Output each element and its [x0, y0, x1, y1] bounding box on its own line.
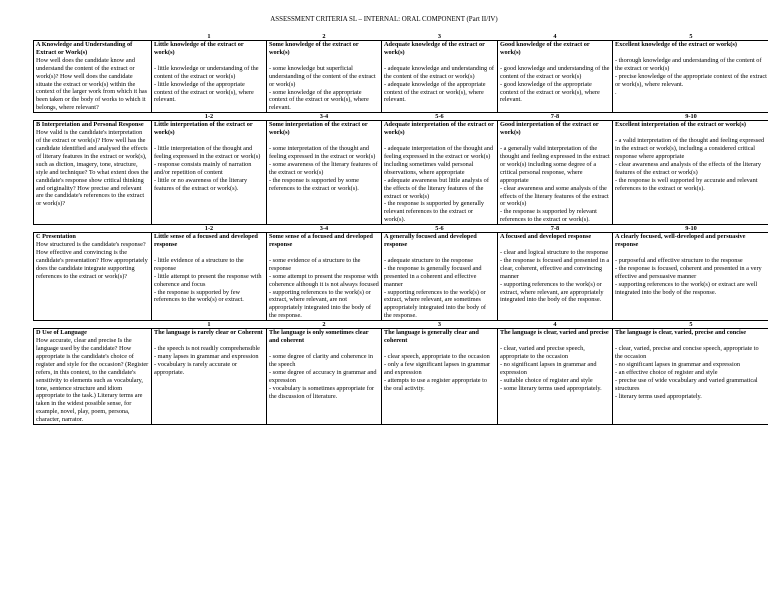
band-cell — [382, 41, 498, 113]
criterion-cell — [34, 329, 152, 425]
band-descriptor: - little interpretation of the thought and feeling expressed in the extract or work(s) - response consists mainly of narration and/or repetition of content - little or no awareness of the literary features of the extract or work(s). — [154, 145, 261, 192]
band-heading: Some knowledge of the extract or work(s) — [269, 41, 359, 56]
criterion-questions: How valid is the candidate's interpretation of the extract or work(s)? How well has the candidate identified and analysed the effects of literary features in the extract or work(s), such as diction, imagery, tone, structure, style and technique? To what extent does the candidate's response show critical thinking and originality? How precise and relevant are the candidate's references to the extract or work(s)? — [36, 129, 149, 208]
band-descriptor: - clear speech, appropriate to the occasion - only a few significant lapses in grammar and expression - attempts to use a register appropriate to the oral activity. — [384, 353, 491, 392]
level-number: 5-6 — [435, 113, 444, 121]
criterion-title: C Presentation — [36, 233, 76, 241]
band-spacer — [269, 345, 379, 353]
band-spacer — [500, 57, 610, 65]
band-cell — [498, 329, 613, 425]
band-cell — [267, 329, 382, 425]
criterion-section — [34, 329, 768, 425]
band-descriptor: - little knowledge or understanding of the content of the extract or work(s) - little knowledge of the appropriate context of the extract or work(s), where relevant. — [154, 64, 259, 104]
level-number-row — [34, 225, 768, 233]
level-number-spacer — [34, 321, 152, 329]
criterion-cell — [34, 41, 152, 113]
band-spacer — [384, 57, 495, 65]
band-spacer — [269, 249, 379, 257]
band-heading: Adequate knowledge of the extract or work(s) — [384, 41, 485, 56]
band-spacer — [154, 337, 264, 345]
band-cell — [613, 41, 768, 113]
criterion-title: B Interpretation and Personal Response — [36, 121, 144, 129]
band-descriptor: - the speech is not readily comprehensible - many lapses in grammar and expression - vocabulary is rarely accurate or appropriate. — [154, 345, 260, 376]
criterion-cell — [34, 233, 152, 321]
band-cell — [613, 233, 768, 321]
level-number-spacer — [34, 33, 152, 41]
criterion-section — [34, 41, 768, 113]
rubric-table — [33, 33, 768, 425]
band-cell — [152, 41, 267, 113]
band-cell — [152, 121, 267, 225]
level-number: 5 — [689, 321, 693, 329]
band-heading: Adequate interpretation of the extract or work(s) — [384, 121, 494, 137]
band-cell — [613, 329, 768, 425]
band-cell — [267, 121, 382, 225]
band-descriptor: - little evidence of a structure to the response - little attempt to present the response with coherence and focus - the response is supported by few references to the work(s) or extract. — [154, 256, 262, 304]
band-spacer — [269, 57, 379, 65]
level-number: 1-2 — [204, 113, 214, 121]
band-heading: Good interpretation of the extract or work(s) — [500, 121, 599, 137]
level-number-row — [34, 113, 768, 121]
band-spacer — [384, 249, 495, 257]
band-descriptor: - clear, varied and precise speech, appropriate to the occasion - no significant lapses in grammar and expression - suitable choice of register and style - some literary terms used appropriately. — [500, 345, 602, 392]
band-cell — [498, 41, 613, 113]
band-descriptor: - adequate knowledge and understanding of the content of the extract or work(s) - adequate knowledge of the appropriate context of the extract or work(s), where relevant. — [384, 64, 494, 104]
band-descriptor: - thorough knowledge and understanding of the content of the extract or work(s) - precise knowledge of the appropriate context of the extract or work(s), where relevant. . — [615, 56, 767, 96]
band-heading: The language is clear, varied and precise — [500, 329, 609, 337]
level-number: 1-2 — [204, 225, 214, 233]
band-descriptor: - clear and logical structure to the response - the response is focused and presented in a clear, coherent, effective and convincing manner - supporting references to the work(s) or extract, where relevant, are appropriately integrated into the body of the response. — [500, 249, 610, 304]
band-heading: A generally focused and developed response — [384, 233, 477, 249]
level-number-row — [34, 321, 768, 329]
level-number: 2 — [322, 321, 326, 329]
level-number: 5-6 — [435, 225, 444, 233]
band-cell — [613, 121, 768, 225]
band-heading: A clearly focused, well-developed and persuasive response — [615, 233, 746, 249]
band-descriptor: - good knowledge and understanding of the content of the extract or work(s) - good knowledge of the appropriate context of the extract or work(s), where relevant. — [500, 64, 610, 104]
band-cell — [498, 121, 613, 225]
criterion-title: A Knowledge and Understanding of Extract or Work(s) — [36, 41, 133, 56]
band-cell — [382, 233, 498, 321]
band-cell — [267, 41, 382, 113]
band-spacer — [384, 345, 495, 353]
band-heading: Excellent interpretation of the extract or work(s) — [615, 121, 746, 129]
band-spacer — [154, 57, 264, 65]
band-heading: Excellent knowledge of the extract or work(s) — [615, 41, 737, 48]
band-cell — [382, 121, 498, 225]
band-heading: Some interpretation of the extract or work(s) — [269, 121, 368, 137]
level-number: 4 — [553, 321, 557, 329]
band-heading: The language is rarely clear or Coherent — [154, 329, 263, 337]
criterion-section — [34, 233, 768, 321]
criterion-title: D Use of Language — [36, 329, 87, 337]
band-spacer — [500, 337, 610, 345]
level-number: 9-10 — [685, 225, 697, 233]
criterion-questions: How well does the candidate know and understand the content of the extract or work(s)? How well does the candidate situate the extract or work(s) within the context of the larger work from which it has been taken or the body of works to which it belongs, where relevant? — [36, 56, 148, 112]
band-spacer — [615, 249, 767, 257]
band-spacer — [384, 137, 495, 145]
band-spacer — [615, 337, 767, 345]
band-descriptor: - some evidence of a structure to the response - some attempt to present the response with coherence although it is not always focused - supporting references to the work(s) or extract, where relevant, are not appropriately integrated into the body of the response. — [269, 256, 379, 320]
band-descriptor: - a generally valid interpretation of the thought and feeling expressed in the extract or work(s) including some degree of a critical personal response, where appropriate - clear awareness and some analysis of the effects of the literary features of the extract or work(s) - the response is supported by relevant references to the extract or work(s). — [500, 145, 610, 224]
band-descriptor: - adequate interpretation of the thought and feeling expressed in the extract or work(s) including sometimes valid personal observations, where appropriate - adequate awareness but little analysis of the effects of the literary features of the extract or work(s) - the response is supported by generally relevant references to the extract or work(s). — [384, 145, 494, 224]
band-spacer — [500, 137, 610, 145]
level-number: 4 — [553, 33, 557, 40]
band-cell — [382, 329, 498, 425]
band-cell — [498, 233, 613, 321]
level-number: 3-4 — [319, 225, 329, 233]
level-number: 3 — [437, 321, 442, 329]
band-heading: Little sense of a focused and developed response — [154, 233, 258, 249]
criterion-questions: How structured is the candidate's response? How effective and convincing is the candidate's presentation? How appropriately does the candidate integrate supporting references to the extract or work(s)? — [36, 241, 148, 280]
level-number-spacer — [34, 113, 152, 121]
level-number: 3 — [437, 33, 442, 40]
criterion-section — [34, 121, 768, 225]
level-number: 2 — [322, 33, 326, 40]
band-spacer — [500, 241, 610, 249]
criterion-cell — [34, 121, 152, 225]
band-heading: A focused and developed response — [500, 233, 592, 241]
level-number: 7-8 — [550, 113, 560, 121]
level-number: 9-10 — [685, 113, 697, 121]
band-descriptor: - some interpretation of the thought and feeling expressed in the extract or work(s) - some awareness of the literary features of the extract or work(s) - the response is supported by some references to the extract or work(s). — [269, 145, 378, 192]
page-title: ASSESSMENT CRITERIA SL – INTERNAL: ORAL COMPONENT (Part II/IV) — [270, 16, 498, 23]
level-number: 7-8 — [550, 225, 560, 233]
band-heading: The language is only sometimes clear and coherent — [269, 329, 369, 345]
level-number: 5 — [689, 33, 693, 40]
band-heading: The language is clear, varied, precise and concise — [615, 329, 747, 337]
band-cell — [152, 329, 267, 425]
band-spacer — [269, 137, 379, 145]
criterion-questions: How accurate, clear and precise Is the language used by the candidate? How appropriate is the candidate's choice of register and style for the occasion? (Register refers, in this context, to the candidate's sensitivity to elements such as vocabulary, tone, sentence structure and idiom appropriate to the task.) Literary terms are taken in the widest possible sense, for example, novel, play, poem, persona, character, narrator. — [36, 337, 149, 424]
band-descriptor: - purposeful and effective structure to the response - the response is focused, coherent and presented in a very effective and persuasive manner - supporting references to the work(s) or extract are well integrated into the body of the response. — [615, 256, 762, 296]
band-heading: The language is generally clear and coherent — [384, 329, 479, 345]
band-spacer — [615, 49, 767, 57]
band-heading: Good knowledge of the extract or work(s) — [500, 41, 590, 56]
band-cell — [267, 233, 382, 321]
level-number-row — [34, 33, 768, 41]
band-descriptor: - clear, varied, precise and concise speech, appropriate to the occasion - no significant lapses in grammar and expression - an effective choice of register and style - precise use of wide vocabulary and varied grammatical structures - literary terms used appropriately. — [615, 345, 759, 400]
band-spacer — [615, 129, 767, 137]
level-number-spacer — [34, 225, 152, 233]
band-descriptor: - adequate structure to the response - the response is generally focused and presented in a coherent and effective manner - supporting references to the work(s) or extract, where relevant, are sometimes appropriately integrated into the body of the response. — [384, 256, 486, 320]
band-heading: Little knowledge of the extract or work(s) — [154, 41, 244, 56]
level-number: 1 — [207, 33, 211, 40]
band-descriptor: - some knowledge but superficial understanding of the content of the extract or work(s) - some knowledge of the appropriate context of the extract or work(s), where relevant. — [269, 64, 376, 112]
level-number: 3-4 — [319, 113, 329, 121]
band-descriptor: - some degree of clarity and coherence in the speech - some degree of accuracy in grammar and expression - vocabulary is sometimes appropriate for the discussion of literature. — [269, 353, 377, 400]
band-spacer — [154, 137, 264, 145]
band-heading: Little interpretation of the extract or work(s) — [154, 121, 253, 137]
band-cell — [152, 233, 267, 321]
band-heading: Some sense of a focused and developed response — [269, 233, 373, 249]
band-spacer — [154, 249, 264, 257]
level-number: 1 — [207, 321, 211, 329]
band-descriptor: - a valid interpretation of the thought and feeling expressed in the extract or work(s), including a considered critical response where appropriate - clear awareness and analysis of the effects of the literary features of the extract or work(s) - the response is well supported by accurate and relevant references to the extract or work(s). — [615, 137, 765, 192]
